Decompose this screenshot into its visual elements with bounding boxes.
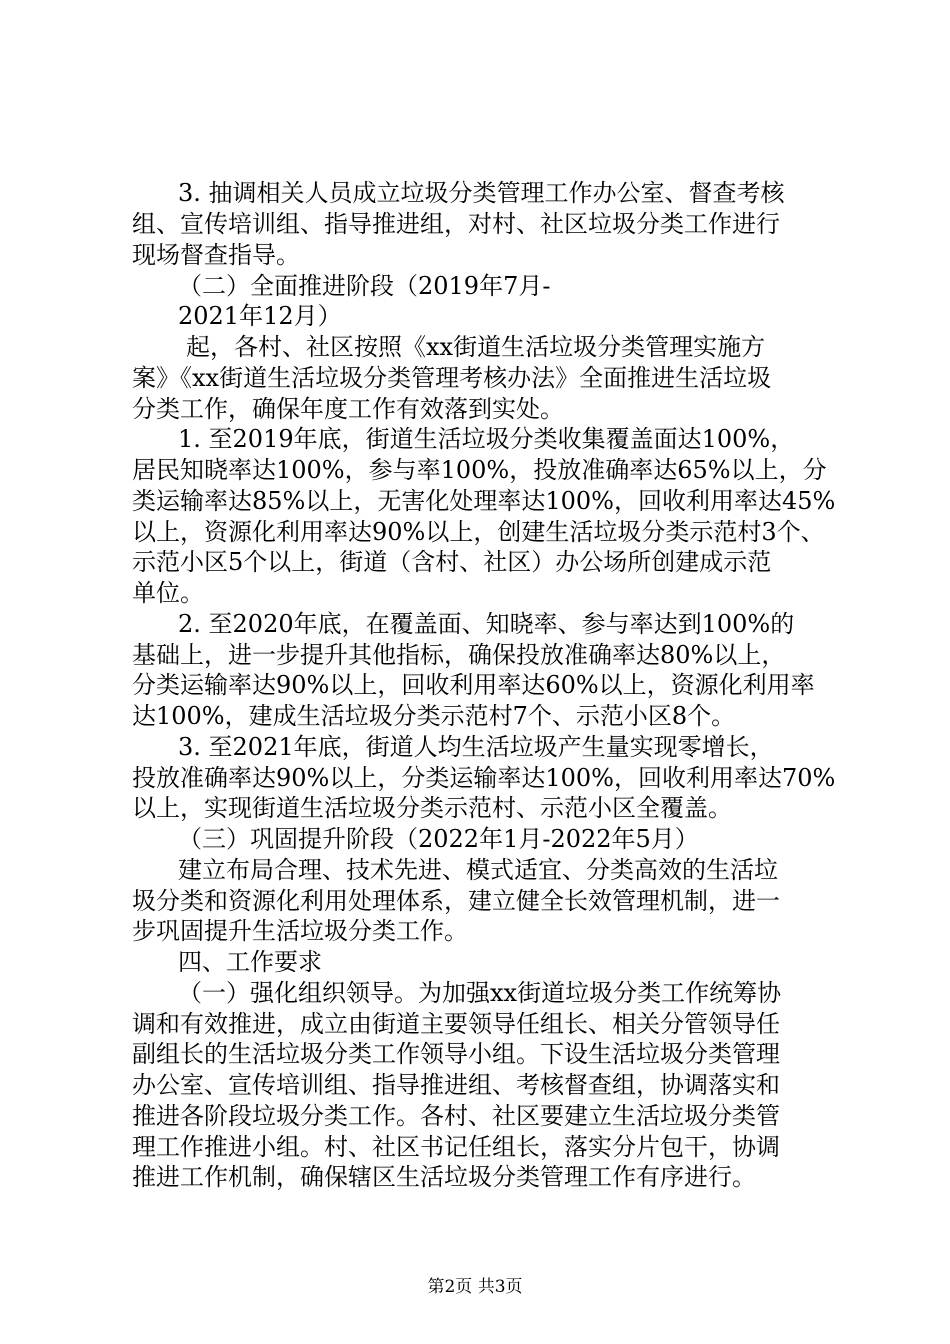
section-heading: （三）巩固提升阶段（2022年1月-2022年5月） bbox=[178, 825, 699, 853]
body-line: 居民知晓率达100%，参与率100%，投放准确率达65%以上，分 bbox=[132, 456, 827, 484]
body-line: 2. 至2020年底，在覆盖面、知晓率、参与率达到100%的 bbox=[178, 610, 795, 638]
body-line: 以上，实现街道生活垃圾分类示范村、示范小区全覆盖。 bbox=[132, 794, 732, 822]
body-line: 单位。 bbox=[132, 579, 204, 607]
body-line: 步巩固提升生活垃圾分类工作。 bbox=[132, 917, 468, 945]
body-line: （一）强化组织领导。为加强xx街道垃圾分类工作统筹协 bbox=[178, 979, 782, 1007]
body-line: 圾分类和资源化利用处理体系，建立健全长效管理机制，进一 bbox=[132, 887, 780, 915]
body-line: 示范小区5个以上，街道（含村、社区）办公场所创建成示范 bbox=[132, 548, 772, 576]
section-heading: 四、工作要求 bbox=[178, 948, 322, 976]
body-line: 达100%，建成生活垃圾分类示范村7个、示范小区8个。 bbox=[132, 702, 736, 730]
body-line: 3. 抽调相关人员成立垃圾分类管理工作办公室、督查考核 bbox=[178, 179, 785, 207]
body-line: 分类运输率达90%以上，回收利用率达60%以上，资源化利用率 bbox=[132, 671, 815, 699]
body-line: 类运输率达85%以上，无害化处理率达100%，回收利用率达45% bbox=[132, 487, 836, 515]
body-line: 建立布局合理、技术先进、模式适宜、分类高效的生活垃 bbox=[178, 856, 778, 884]
body-line: 案》《xx街道生活垃圾分类管理考核办法》全面推进生活垃圾 bbox=[132, 364, 772, 392]
body-line: 副组长的生活垃圾分类工作领导小组。下设生活垃圾分类管理 bbox=[132, 1040, 780, 1068]
section-heading: 2021年12月） bbox=[178, 302, 342, 330]
body-line: 基础上，进一步提升其他指标，确保投放准确率达80%以上， bbox=[132, 641, 786, 669]
section-heading: （二）全面推进阶段（2019年7月- bbox=[178, 272, 551, 300]
body-line: 组、宣传培训组、指导推进组，对村、社区垃圾分类工作进行 bbox=[132, 210, 780, 238]
body-line: 推进工作机制，确保辖区生活垃圾分类管理工作有序进行。 bbox=[132, 1163, 756, 1191]
body-line: 理工作推进小组。村、社区书记任组长，落实分片包干，协调 bbox=[132, 1133, 780, 1161]
body-line: 投放准确率达90%以上，分类运输率达100%，回收利用率达70% bbox=[132, 764, 836, 792]
body-line: 现场督查指导。 bbox=[132, 241, 300, 269]
body-line: 3. 至2021年底，街道人均生活垃圾产生量实现零增长， bbox=[178, 733, 774, 761]
body-line: 调和有效推进，成立由街道主要领导任组长、相关分管领导任 bbox=[132, 1010, 780, 1038]
body-line: 1. 至2019年底，街道生活垃圾分类收集覆盖面达100%， bbox=[178, 425, 795, 453]
body-line: 分类工作，确保年度工作有效落到实处。 bbox=[132, 395, 564, 423]
page-number-footer: 第2页 共3页 bbox=[427, 1277, 523, 1297]
body-line: 以上，资源化利用率达90%以上，创建生活垃圾分类示范村3个、 bbox=[132, 518, 825, 546]
body-line: 办公室、宣传培训组、指导推进组、考核督查组，协调落实和 bbox=[132, 1071, 780, 1099]
body-line: 推进各阶段垃圾分类工作。各村、社区要建立生活垃圾分类管 bbox=[132, 1102, 780, 1130]
body-line: 起，各村、社区按照《xx街道生活垃圾分类管理实施方 bbox=[186, 333, 766, 361]
